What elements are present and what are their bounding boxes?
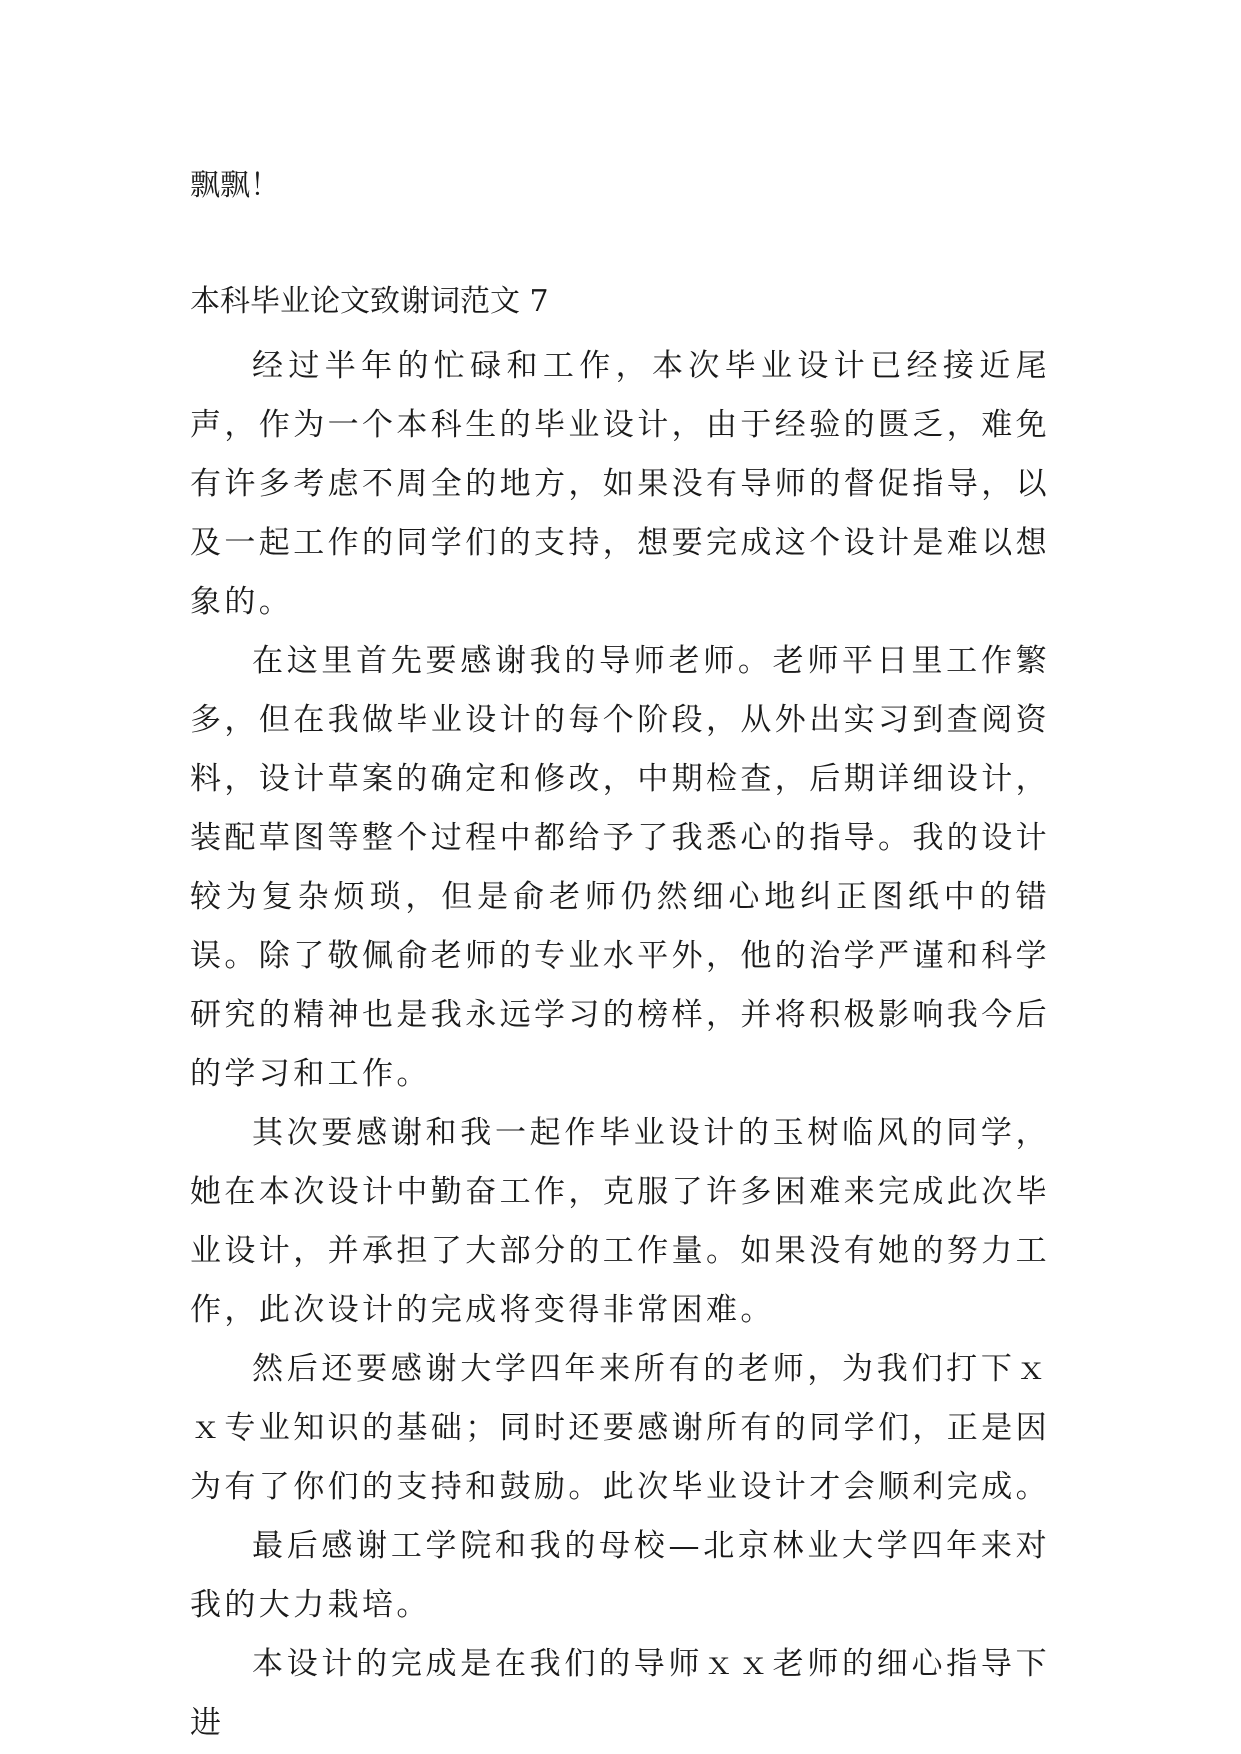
paragraph: 其次要感谢和我一起作毕业设计的玉树临风的同学，她在本次设计中勤奋工作，克服了许多困难来完成此次毕业设计，并承担了大部分的工作量。如果没有她的努力工作，此次设计的完成将变得非常困难。 xyxy=(190,1115,1050,1328)
paragraph: 本设计的完成是在我们的导师ｘｘ老师的细心指导下进 xyxy=(190,1646,1050,1741)
paragraph: 最后感谢工学院和我的母校—北京林业大学四年来对我的大力栽培。 xyxy=(190,1528,1050,1623)
paragraph: 然后还要感谢大学四年来所有的老师，为我们打下ｘｘ专业知识的基础；同时还要感谢所有的同学们，正是因为有了你们的支持和鼓励。此次毕业设计才会顺利完成。 xyxy=(190,1351,1050,1505)
section-heading: 本科毕业论文致谢词范文 7 xyxy=(190,284,549,319)
paragraph: 经过半年的忙碌和工作，本次毕业设计已经接近尾声，作为一个本科生的毕业设计，由于经验的匮乏，难免有许多考虑不周全的地方，如果没有导师的督促指导，以及一起工作的同学们的支持，想要完成这个设计是难以想象的。 xyxy=(190,348,1050,620)
body-text xyxy=(190,337,1050,1753)
paragraph: 在这里首先要感谢我的导师老师。老师平日里工作繁多，但在我做毕业设计的每个阶段，从外出实习到查阅资料，设计草案的确定和修改，中期检查，后期详细设计，装配草图等整个过程中都给予了我悉心的指导。我的设计较为复杂烦琐，但是俞老师仍然细心地纠正图纸中的错误。除了敬佩俞老师的专业水平外，他的治学严谨和科学研究的精神也是我永远学习的榜样，并将积极影响我今后的学习和工作。 xyxy=(190,643,1050,1092)
continued-text: 飘飘！ xyxy=(190,168,280,203)
